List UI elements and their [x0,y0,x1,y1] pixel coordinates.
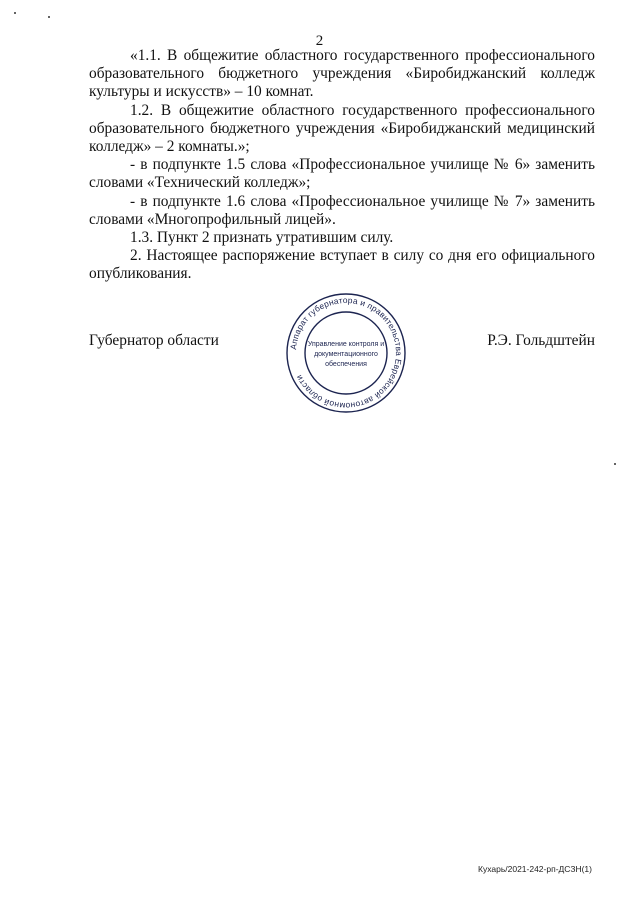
stamp-inner-line: Управление контроля и [307,341,385,348]
scan-speck [614,463,616,465]
paragraph: - в подпункте 1.5 слова «Профессиональное училище № 6» заменить словами «Технический колледж»; [89,156,595,192]
document-code: Кухарь/2021-242-рп-ДСЗН(1) [478,864,592,874]
paragraph: «1.1. В общежитие областного государственного профессионального образовательного бюджетного учреждения «Биробиджанский колледж культуры и искусств» – 10 комнат. [89,47,595,101]
signatory-name: Р.Э. Гольдштейн [487,332,595,349]
stamp-inner-line: обеспечения [325,361,367,368]
stamp-outer-text: Аппарат губернатора и правительства Еврейской автономной области [288,294,405,412]
paragraph: - в подпункте 1.6 слова «Профессиональное училище № 7» заменить словами «Многопрофильный лицей». [89,192,595,228]
signatory-title: Губернатор области [89,332,219,349]
paragraph: 2. Настоящее распоряжение вступает в силу со дня его официального опубликования. [89,247,595,283]
official-stamp [284,291,408,415]
paragraph: 1.2. В общежитие областного государственного профессионального образовательного бюджетного учреждения «Биробиджанский медицинский колледж» – 2 комнаты.»; [89,101,595,156]
page-number: 2 [315,33,324,49]
scan-speck [14,12,16,14]
stamp-inner-line: документационного [314,351,378,358]
paragraph: 1.3. Пункт 2 признать утратившим силу. [130,229,394,247]
scan-speck [48,16,50,18]
document-body [89,47,595,284]
